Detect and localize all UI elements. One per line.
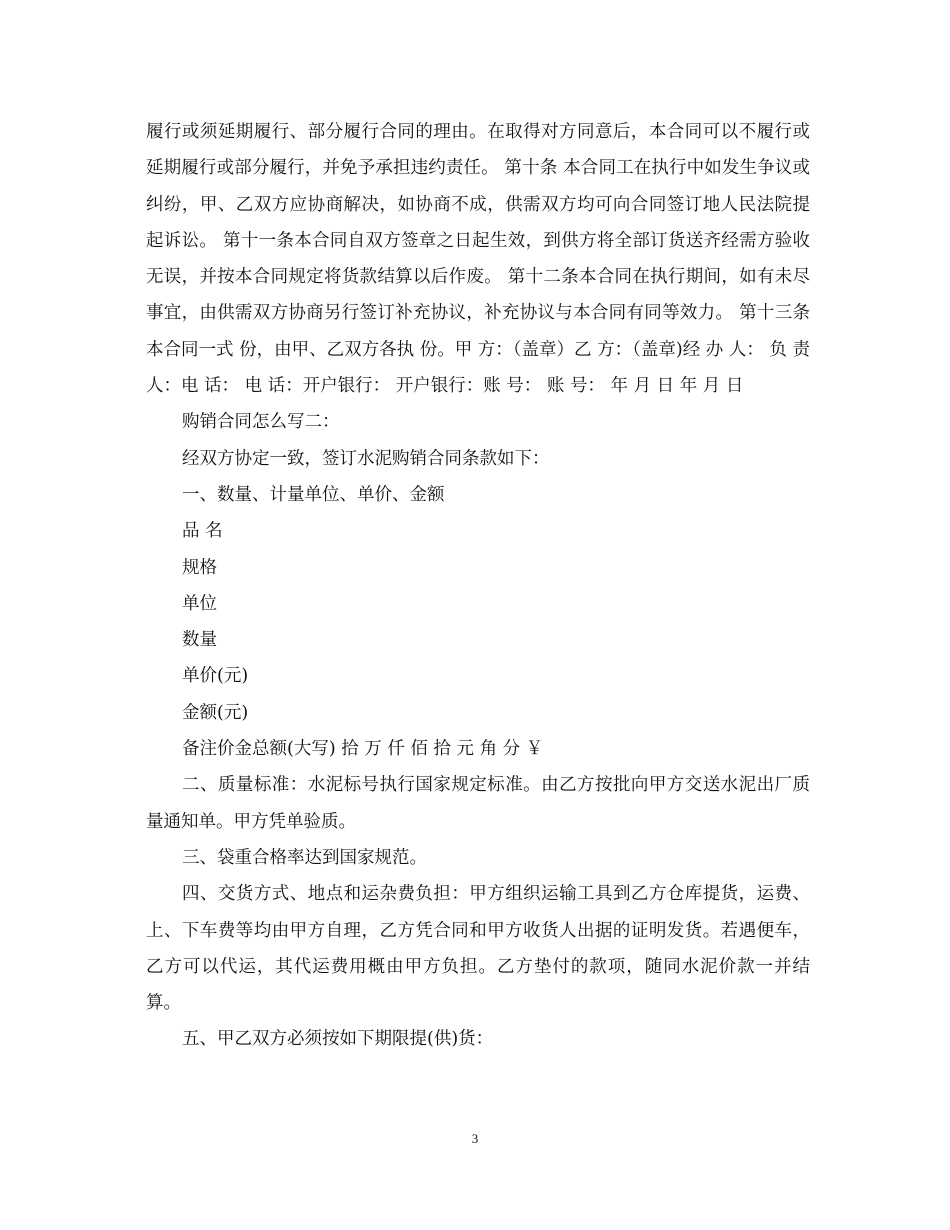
intro-paragraph: 经双方协定一致，签订水泥购销合同条款如下：	[182, 448, 550, 469]
clause-one-heading: 一、数量、计量单位、单价、金额	[182, 484, 445, 505]
field-amount: 金额(元)	[182, 702, 249, 723]
document-body	[146, 114, 810, 1058]
field-unit: 单位	[182, 593, 217, 614]
field-specification: 规格	[182, 557, 217, 578]
field-quantity: 数量	[182, 630, 217, 651]
section-heading-version-two: 购销合同怎么写二：	[182, 412, 340, 433]
clause-four-delivery: 四、交货方式、地点和运杂费负担：甲方组织运输工具到乙方仓库提货，运费、上、下车费等均由甲方自理，乙方凭合同和甲方收货人出据的证明发货。若遇便车，乙方可以代运，其代运费用概由甲方负担。乙方垫付的款项，随同水泥价款一并结算。	[146, 884, 810, 1014]
field-product-name: 品 名	[182, 521, 223, 542]
field-total-amount: 备注价金总额(大写) 拾 万 仟 佰 拾 元 角 分 ￥	[182, 739, 544, 760]
page-number: 3	[471, 1131, 479, 1146]
field-unit-price: 单价(元)	[182, 666, 249, 687]
clause-five-deadline: 五、甲乙双方必须按如下期限提(供)货：	[182, 1029, 494, 1050]
clause-three-bag-weight: 三、袋重合格率达到国家规范。	[182, 847, 427, 868]
contract-clauses-paragraph: 履行或须延期履行、部分履行合同的理由。在取得对方同意后，本合同可以不履行或延期履行或部分履行，并免予承担违约责任。 第十条 本合同工在执行中如发生争议或纠纷，甲、乙双方应协商解决，如协商不成，供需双方均可向合同签订地人民法院提起诉讼。 第十一条本合同自双方签章之日起生效，到供方将全部订货送齐经需方验收无误，并按本合同规定将货款结算以后作废。 第十二条本合同在执行期间，如有未尽事宜，由供需双方协商另行签订补充协议，补充协议与本合同有同等效力。 第十三条本合同一式 份，由甲、乙双方各执 份。甲 方：（盖章）乙 方：（盖章)经 办 人： 负 责 人：电 话： 电 话：开户银行： 开户银行：账 号： 账 号： 年 月 日 年 月 日	[146, 122, 810, 397]
clause-two-quality: 二、质量标准：水泥标号执行国家规定标准。由乙方按批向甲方交送水泥出厂质量通知单。甲方凭单验质。	[146, 775, 810, 832]
